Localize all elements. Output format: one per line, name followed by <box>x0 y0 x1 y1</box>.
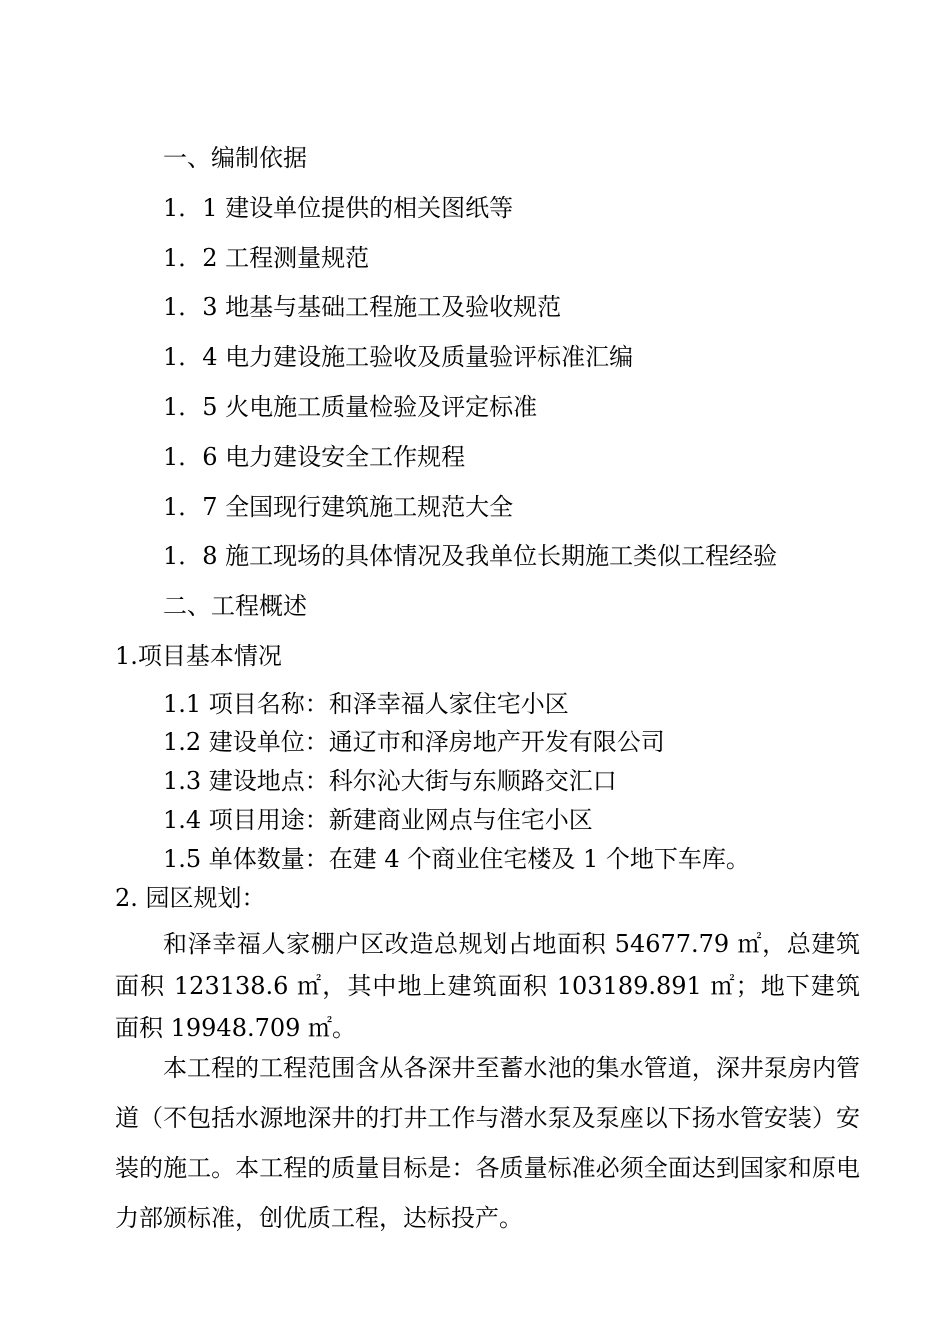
basis-item: 1．5 火电施工质量检验及评定标准 <box>163 393 538 421</box>
basis-item: 1．1 建设单位提供的相关图纸等 <box>163 194 514 222</box>
project-item: 1.4 项目用途：新建商业网点与住宅小区 <box>163 806 593 834</box>
project-item: 1.3 建设地点：科尔沁大街与东顺路交汇口 <box>163 767 617 795</box>
scope-paragraph <box>115 1043 860 1243</box>
basis-item: 1．2 工程测量规范 <box>163 244 370 272</box>
scope-paragraph-text: 本工程的工程范围含从各深井至蓄水池的集水管道，深井泵房内管道（不包括水源地深井的打井工作与潜水泵及泵座以下扬水管安装）安装的施工。本工程的质量目标是：各质量标准必须全面达到国家和原电力部颁标准，创优质工程，达标投产。 <box>115 1054 860 1232</box>
section-heading-overview: 二、工程概述 <box>163 592 307 620</box>
subsection-heading-planning: 2. 园区规划： <box>115 884 266 912</box>
basis-item: 1．6 电力建设安全工作规程 <box>163 443 466 471</box>
subsection-heading-project: 1.项目基本情况 <box>115 642 282 670</box>
project-item: 1.1 项目名称：和泽幸福人家住宅小区 <box>163 690 569 718</box>
project-item: 1.2 建设单位：通辽市和泽房地产开发有限公司 <box>163 728 665 756</box>
project-item: 1.5 单体数量：在建 4 个商业住宅楼及 1 个地下车库。 <box>163 845 750 873</box>
basis-item: 1．4 电力建设施工验收及质量验评标准汇编 <box>163 343 634 371</box>
planning-paragraph-text: 和泽幸福人家棚户区改造总规划占地面积 54677.79 ㎡，总建筑面积 123138.6 ㎡，其中地上建筑面积 103189.891 ㎡；地下建筑面积 19948.709 ㎡。 <box>115 930 860 1042</box>
planning-paragraph <box>115 923 860 1049</box>
section-heading-basis: 一、编制依据 <box>163 144 307 172</box>
basis-item: 1．3 地基与基础工程施工及验收规范 <box>163 293 562 321</box>
basis-item: 1．8 施工现场的具体情况及我单位长期施工类似工程经验 <box>163 542 778 570</box>
basis-item: 1．7 全国现行建筑施工规范大全 <box>163 493 514 521</box>
